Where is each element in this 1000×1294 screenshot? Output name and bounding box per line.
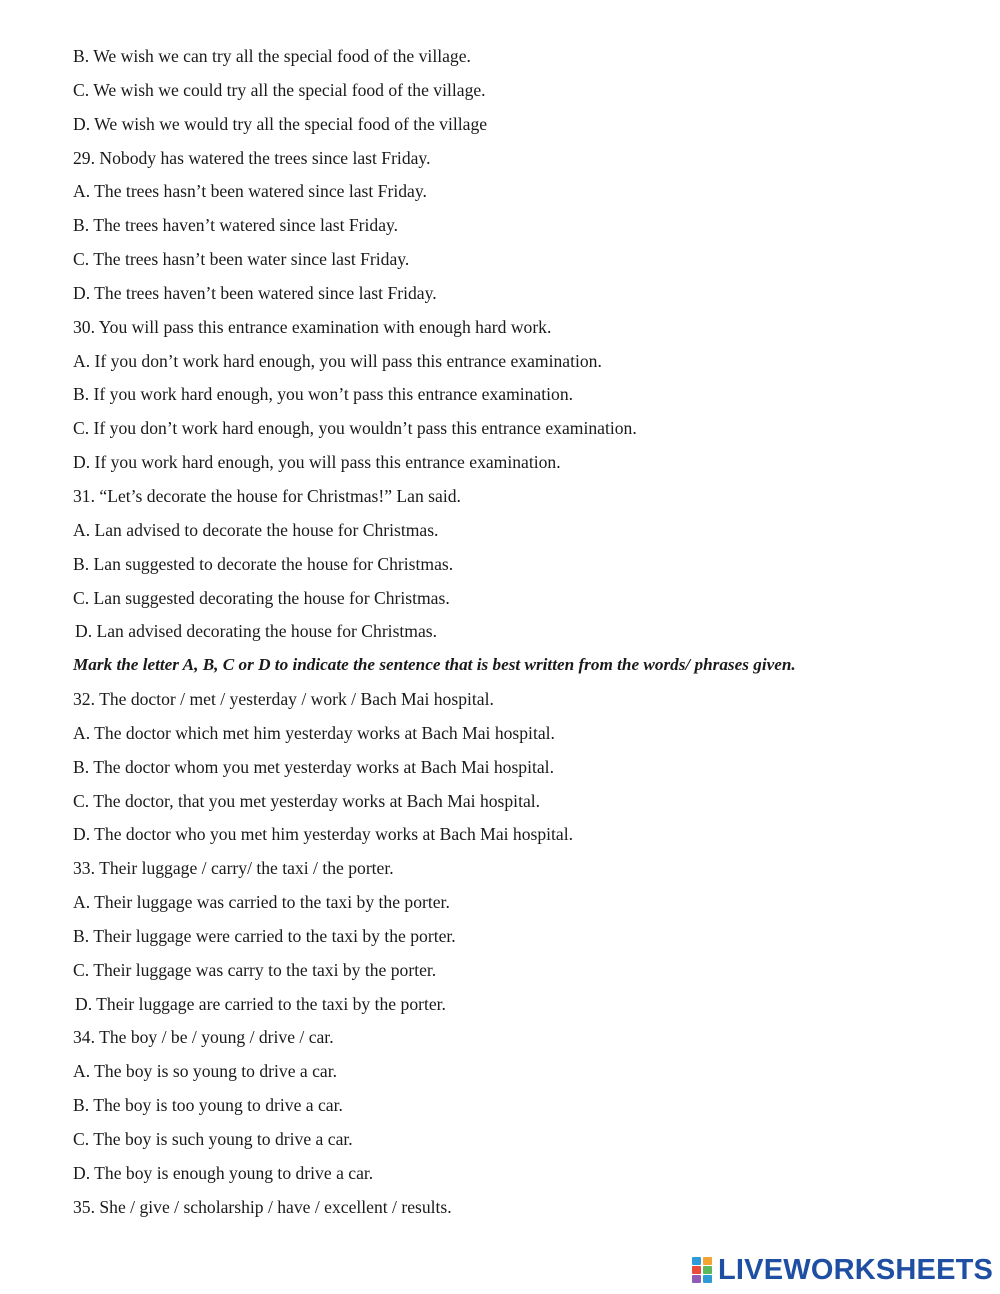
question-prompt: 29. Nobody has watered the trees since last Friday.	[73, 147, 431, 168]
answer-option: C. The doctor, that you met yesterday works at Bach Mai hospital.	[73, 790, 541, 811]
question-prompt: 34. The boy / be / young / drive / car.	[73, 1027, 334, 1048]
question-prompt: 35. She / give / scholarship / have / excellent / results.	[73, 1196, 452, 1217]
answer-option: A. Their luggage was carried to the taxi by the porter.	[73, 892, 450, 913]
question-prompt: 30. You will pass this entrance examination with enough hard work.	[73, 316, 552, 337]
answer-option: D. The trees haven’t been watered since last Friday.	[73, 282, 437, 303]
answer-option: B. Lan suggested to decorate the house for Christmas.	[73, 553, 454, 574]
answer-option: A. The doctor which met him yesterday works at Bach Mai hospital.	[73, 722, 555, 743]
liveworksheets-logo-icon	[692, 1257, 714, 1283]
logo-text: LIVEWORKSHEETS	[718, 1253, 994, 1286]
question-prompt: 31. “Let’s decorate the house for Christmas!” Lan said.	[73, 485, 461, 506]
question-prompt: 32. The doctor / met / yesterday / work / Bach Mai hospital.	[73, 689, 494, 710]
answer-option: A. Lan advised to decorate the house for Christmas.	[73, 519, 439, 540]
answer-option: C. The boy is such young to drive a car.	[73, 1129, 353, 1149]
liveworksheets-logo[interactable]	[692, 1255, 993, 1285]
answer-option: B. If you work hard enough, you won’t pass this entrance examination.	[73, 384, 574, 405]
answer-option: C. We wish we could try all the special food of the village.	[73, 79, 486, 100]
worksheet-document	[73, 44, 973, 1229]
answer-option: C. The trees hasn’t been water since last Friday.	[73, 249, 410, 270]
answer-option: D. We wish we would try all the special food of the village	[73, 113, 488, 134]
question-prompt: 33. Their luggage / carry/ the taxi / the porter.	[73, 858, 394, 879]
answer-option: C. If you don’t work hard enough, you wouldn’t pass this entrance examination.	[73, 418, 637, 439]
answer-option: B. The doctor whom you met yesterday works at Bach Mai hospital.	[73, 756, 554, 777]
answer-option: B. The trees haven’t watered since last Friday.	[73, 215, 399, 236]
answer-option: B. We wish we can try all the special food of the village.	[73, 46, 471, 66]
answer-option: B. Their luggage were carried to the taxi by the porter.	[73, 925, 456, 946]
answer-option: D. If you work hard enough, you will pass this entrance examination.	[73, 452, 561, 473]
answer-option: A. The boy is so young to drive a car.	[73, 1061, 338, 1082]
answer-option: B. The boy is too young to drive a car.	[73, 1095, 343, 1116]
answer-option: A. The trees hasn’t been watered since last Friday.	[73, 181, 427, 202]
answer-option: D. The boy is enough young to drive a car.	[73, 1162, 374, 1183]
answer-option: D. Lan advised decorating the house for Christmas.	[75, 621, 438, 642]
answer-option: C. Lan suggested decorating the house for Christmas.	[73, 587, 450, 608]
answer-option: C. Their luggage was carry to the taxi by the porter.	[73, 959, 437, 980]
answer-option: D. Their luggage are carried to the taxi by the porter.	[75, 993, 446, 1014]
answer-option: A. If you don’t work hard enough, you will pass this entrance examination.	[73, 350, 602, 371]
answer-option: D. The doctor who you met him yesterday works at Bach Mai hospital.	[73, 824, 574, 845]
section-instruction: Mark the letter A, B, C or D to indicate the sentence that is best written from the words/ phrases given.	[73, 655, 796, 675]
